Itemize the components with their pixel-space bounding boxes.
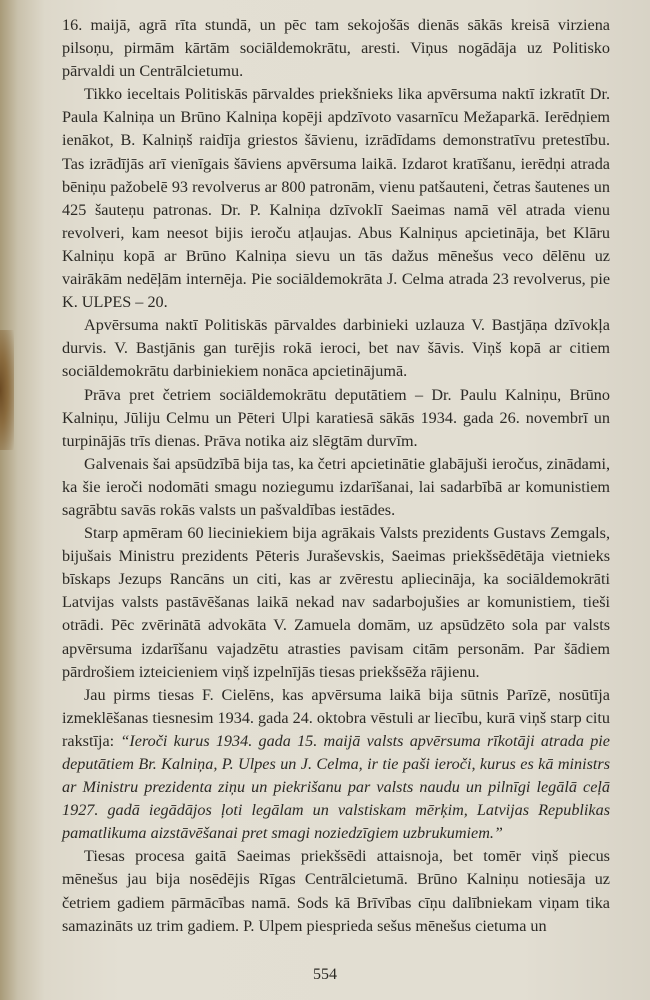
paragraph-8: Tiesas procesa gaitā Saeimas priekšsēdi attaisnoja, bet tomēr viņš piecus mēnešus jau bija nosēdējis Rīgas Centrālcietumā. Brūno Kalniņu notiesāja uz četriem gadiem pārmācības namā. Sods kā Brīvības cīņu dalībniekam viņam tika samazināts uz trim gadiem. P. Ulpem piesprieda sešus mēnešus cietuma un <box>62 847 610 935</box>
paragraph-1: 16. maijā, agrā rīta stundā, un pēc tam sekojošās dienās sākās kreisā virziena pilsoņu, pirmām kārtām sociāldemokrātu, aresti. Viņus nogādāja uz Politisko pārvaldi un Centrālcietumu. <box>62 16 610 81</box>
page-number: 554 <box>313 966 337 983</box>
paragraph-7-intro: Jau pirms tiesas F. Cielēns, kas apvērsuma laikā bija sūtnis Parīzē, nosūtīja izmeklēšanas tiesnesim 1934. gada 24. oktobra vēstuli ar liecību, kurā viņš starp citu rakstīja: <box>62 685 610 750</box>
paragraph-5: Galvenais šai apsūdzībā bija tas, ka četri apcietinātie glabājuši ieročus, zinādami, ka šie ieroči nodomāti smagu noziegumu izdarīšanai, lai sadarbībā ar komunistiem sagrābtu savās rokās valsts un pašvaldības iestādes. <box>62 454 610 519</box>
paragraph-4: Prāva pret četriem sociāldemokrātu deputātiem – Dr. Paulu Kalniņu, Brūno Kalniņu, Jūliju Celmu un Pēteri Ulpi karatiesā sākās 1934. gada 26. novembrī un turpinājās trīs dienas. Prāva notika aiz slēgtām durvīm. <box>62 385 610 450</box>
page-stain <box>0 330 14 450</box>
paragraph-7 <box>62 684 610 846</box>
paragraph-7-quote: “Ieroči kurus 1934. gada 15. maijā valsts apvērsuma rīkotāji atrada pie deputātiem Br. Kalniņa, P. Ulpes un J. Celma, ir tie paši ieroči, kurus es kā ministrs ar Ministru prezidenta ziņu un piekrišanu par valsts naudu un pilnīgi legālā ceļā 1927. gadā iegādājos ļoti legālam un valstiskam mērķim, Latvijas Republikas pamatlikuma aizstāvēšanai pret smagi noziedzīgiem uzbrukumiem.” <box>62 731 610 843</box>
paragraph-6: Starp apmēram 60 lieciniekiem bija agrākais Valsts prezidents Gustavs Zemgals, bijušais Ministru prezidents Pēteris Juraševskis, Saeimas priekšsēdētāja vietnieks bīskaps Jezups Rancāns un citi, kas ar zvērestu apliecināja, ka sociāldemokrāti Latvijas valsts pastāvēšanas laikā nekad nav sadarbojušies ar komunistiem, tieši otrādi. Pēc zvērinātā advokāta V. Zamuela domām, uz apsūdzēto sola par valsts apvērsuma izdarīšanu vajadzētu atrasties pavisam citām personām. Par šādiem pārdrošiem izteicieniem viņš izpelnījās tiesas priekšsēža rājienu. <box>62 524 610 681</box>
paragraph-3: Apvērsuma naktī Politiskās pārvaldes darbinieki uzlauza V. Bastjāņa dzīvokļa durvis. V. Bastjānis gan turējis rokā ieroci, bet nav šāvis. Viņš kopā ar citiem sociāldemokrātu darbiniekiem nonāca apcietinājumā. <box>62 316 610 381</box>
paragraph-2: Tikko ieceltais Politiskās pārvaldes priekšnieks lika apvērsuma naktī izkratīt Dr. Paula Kalniņa un Brūno Kalniņa kopēji apdzīvoto vasarnīcu Mežaparkā. Ierēdņiem ienākot, B. Kalniņš raidīja griestos šāvienu, izrādīdams demonstratīvu pretestību. Tas izrādījās arī vienīgais šāviens apvērsuma laikā. Izdarot kratīšanu, ierēdņi atrada bēniņu pažobelē 93 revolverus ar 800 patronām, vienu patšauteni, četras šautenes un 425 šauteņu patronas. Dr. P. Kalniņa dzīvoklī Saeimas namā vēl atrada vienu revolveri, kam neesot bijis ieroču atļaujas. Abus Kalniņus apcietināja, bet Klāru Kalniņu kopā ar Brūno Kalniņa sievu un tās dažus mēnešus veco dēlēnu uz vairākām nedēļām internēja. Pie sociāldemokrāta J. Celma atrada 23 revolverus, pie K. ULPES – 20. <box>62 85 610 312</box>
body-text <box>62 14 610 938</box>
